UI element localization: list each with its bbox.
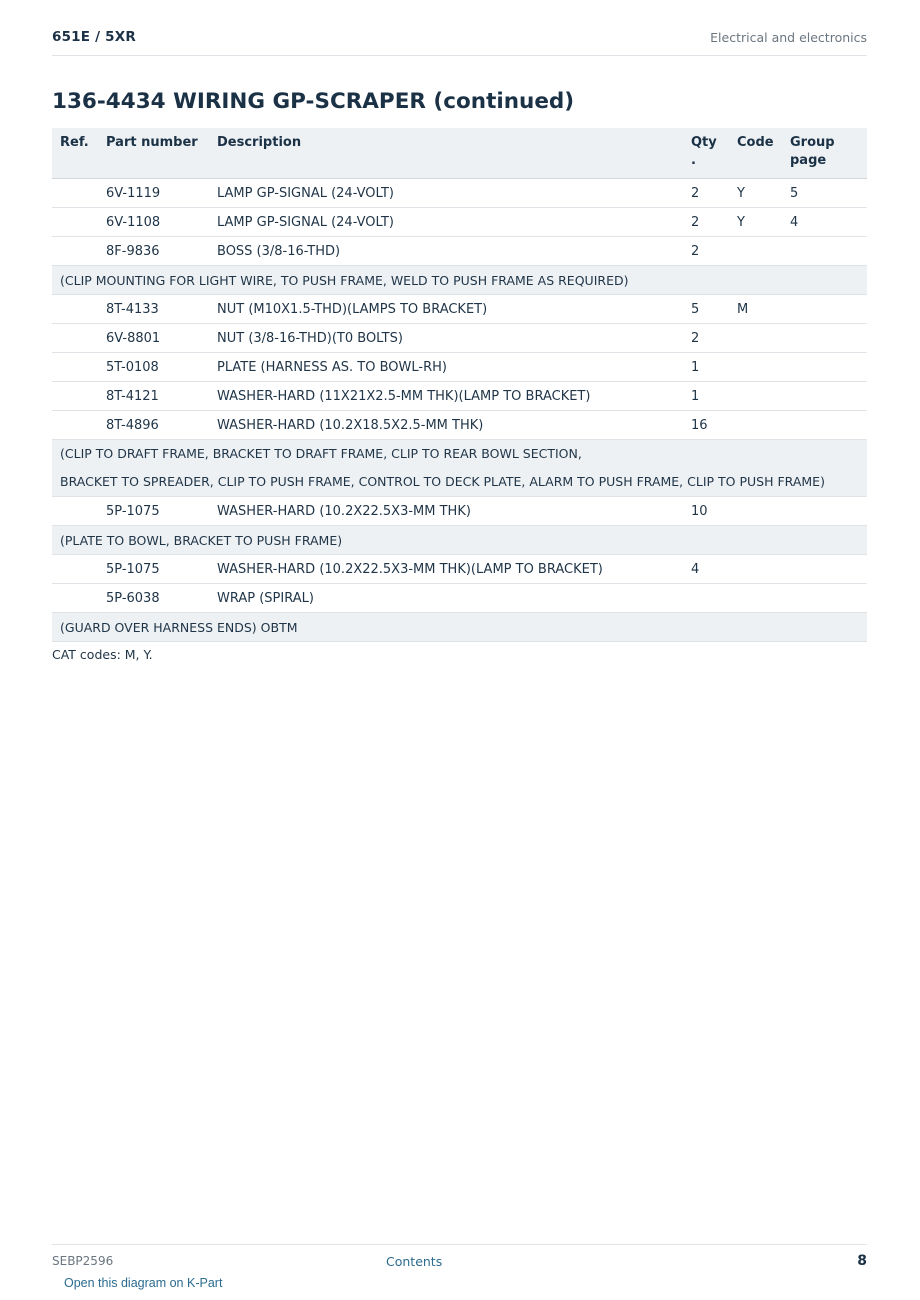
part-row [52, 353, 867, 382]
col-header-qty: Qty . [691, 128, 737, 179]
qty-cell: 2 [691, 324, 737, 353]
title-main: 136-4434 WIRING GP-SCRAPER [52, 89, 426, 114]
description-cell: LAMP GP-SIGNAL (24-VOLT) [217, 179, 691, 208]
group-page-link[interactable]: 5 [790, 179, 867, 208]
code-cell [737, 353, 790, 382]
parts-table [52, 128, 867, 642]
model-label: 651E / 5XR [52, 29, 136, 45]
part-number-cell: 8T-4896 [106, 411, 217, 440]
note-line: (CLIP MOUNTING FOR LIGHT WIRE, TO PUSH FRAME, WELD TO PUSH FRAME AS REQUIRED) [60, 272, 629, 288]
description-cell: WASHER-HARD (10.2X22.5X3-MM THK) [217, 497, 691, 526]
part-row [52, 497, 867, 526]
col-header-code: Code [737, 128, 790, 179]
note-row [52, 526, 867, 555]
ref-cell [52, 208, 106, 237]
qty-cell: 2 [691, 237, 737, 266]
page-footer [52, 1244, 867, 1274]
part-number-link[interactable]: 6V-1119 [106, 179, 217, 208]
col-header-ref: Ref. [52, 128, 106, 179]
group-page-cell [790, 584, 867, 613]
part-row [52, 555, 867, 584]
part-number-cell: 5P-1075 [106, 555, 217, 584]
part-row [52, 324, 867, 353]
note-line: (PLATE TO BOWL, BRACKET TO PUSH FRAME) [60, 532, 343, 548]
group-page-cell [790, 295, 867, 324]
ref-cell [52, 237, 106, 266]
code-cell [737, 584, 790, 613]
part-number-cell: 6V-8801 [106, 324, 217, 353]
part-row [52, 208, 867, 237]
ref-cell [52, 324, 106, 353]
code-cell [737, 497, 790, 526]
ref-cell [52, 179, 106, 208]
qty-cell: 1 [691, 382, 737, 411]
note-line: (CLIP TO DRAFT FRAME, BRACKET TO DRAFT FRAME, CLIP TO REAR BOWL SECTION, [60, 446, 582, 461]
description-cell: PLATE (HARNESS AS. TO BOWL-RH) [217, 353, 691, 382]
description-cell: WASHER-HARD (11X21X2.5-MM THK)(LAMP TO BRACKET) [217, 382, 691, 411]
code-cell: Y [737, 179, 790, 208]
group-page-cell [790, 497, 867, 526]
part-number-cell: 5P-6038 [106, 584, 217, 613]
note-text [52, 440, 867, 497]
group-page-cell [790, 237, 867, 266]
part-row [52, 179, 867, 208]
note-line: BRACKET TO SPREADER, CLIP TO PUSH FRAME, CONTROL TO DECK PLATE, ALARM TO PUSH FRAME, CLIP TO PUSH FRAME) [60, 474, 825, 489]
description-cell: NUT (3/8-16-THD)(T0 BOLTS) [217, 324, 691, 353]
note-row [52, 613, 867, 642]
page-header [52, 28, 867, 56]
part-number-cell: 5P-1075 [106, 497, 217, 526]
code-cell [737, 237, 790, 266]
table-header-row [52, 128, 867, 179]
code-cell [737, 324, 790, 353]
group-page-cell [790, 324, 867, 353]
col-header-part-number: Part number [106, 128, 217, 179]
description-cell: WRAP (SPIRAL) [217, 584, 691, 613]
col-header-description: Description [217, 128, 691, 179]
part-row [52, 584, 867, 613]
code-cell [737, 555, 790, 584]
qty-cell: 1 [691, 353, 737, 382]
part-number-link[interactable]: 6V-1108 [106, 208, 217, 237]
part-row [52, 382, 867, 411]
code-cell [737, 382, 790, 411]
description-cell: BOSS (3/8-16-THD) [217, 237, 691, 266]
ref-cell [52, 584, 106, 613]
qty-cell: 16 [691, 411, 737, 440]
description-cell: NUT (M10X1.5-THD)(LAMPS TO BRACKET) [217, 295, 691, 324]
part-row [52, 411, 867, 440]
note-row [52, 440, 867, 497]
cat-codes: CAT codes: M, Y. [52, 647, 153, 662]
group-page-cell [790, 382, 867, 411]
code-cell: Y [737, 208, 790, 237]
code-cell [737, 411, 790, 440]
qty-cell: 10 [691, 497, 737, 526]
parts-table-body [52, 179, 867, 642]
group-page-cell [790, 353, 867, 382]
code-cell: M [737, 295, 790, 324]
description-cell: WASHER-HARD (10.2X22.5X3-MM THK)(LAMP TO BRACKET) [217, 555, 691, 584]
page-title [52, 89, 574, 114]
part-row [52, 295, 867, 324]
part-number-cell: 8T-4133 [106, 295, 217, 324]
ref-cell [52, 555, 106, 584]
document-id: SEBP2596 [52, 1254, 114, 1268]
note-text [52, 266, 867, 295]
qty-cell: 4 [691, 555, 737, 584]
section-name: Electrical and electronics [710, 30, 867, 45]
note-line: (GUARD OVER HARNESS ENDS) OBTM [60, 619, 298, 635]
ref-cell [52, 295, 106, 324]
description-cell: LAMP GP-SIGNAL (24-VOLT) [217, 208, 691, 237]
qty-cell [691, 584, 737, 613]
part-number-cell: 8F-9836 [106, 237, 217, 266]
group-page-cell [790, 555, 867, 584]
note-row [52, 266, 867, 295]
part-number-cell: 8T-4121 [106, 382, 217, 411]
part-row [52, 237, 867, 266]
description-cell: WASHER-HARD (10.2X18.5X2.5-MM THK) [217, 411, 691, 440]
col-header-group-page: Group page [790, 128, 867, 179]
ref-cell [52, 353, 106, 382]
group-page-cell [790, 411, 867, 440]
page-number: 8 [857, 1253, 867, 1269]
title-suffix: (continued) [425, 89, 575, 114]
part-number-cell: 5T-0108 [106, 353, 217, 382]
qty-cell: 2 [691, 208, 737, 237]
note-text [52, 526, 867, 555]
note-text [52, 613, 867, 642]
contents-link[interactable]: Contents [386, 1254, 443, 1269]
ref-cell [52, 382, 106, 411]
group-page-link[interactable]: 4 [790, 208, 867, 237]
kpart-diagram-link[interactable]: Open this diagram on K-Part [64, 1276, 223, 1290]
qty-cell: 5 [691, 295, 737, 324]
ref-cell [52, 497, 106, 526]
ref-cell [52, 411, 106, 440]
qty-cell: 2 [691, 179, 737, 208]
